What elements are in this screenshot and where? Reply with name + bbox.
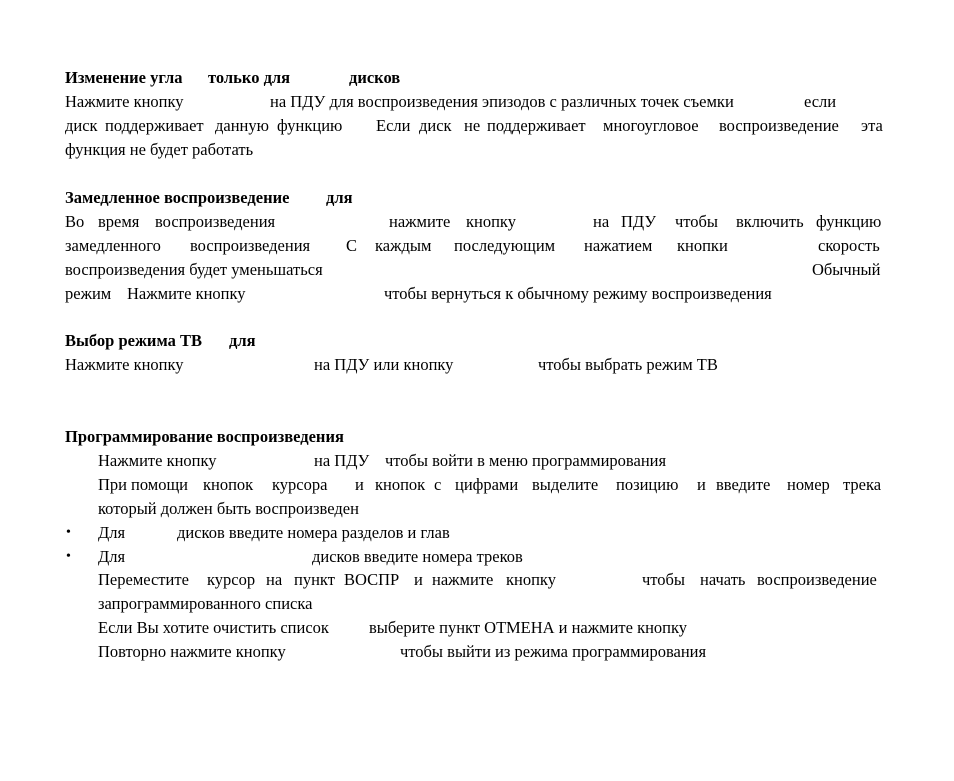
program-step3-w1: курсор	[207, 570, 256, 589]
slow-line1-w0: Во	[65, 212, 85, 231]
slow-line2-w6: кнопки	[677, 236, 728, 255]
program-step5-b: чтобы выйти из режима программирования	[400, 642, 707, 661]
angle-line2-w9: воспроизведение	[719, 116, 839, 135]
angle-line2-w0: диск	[65, 116, 98, 135]
slow-line1-w9: функцию	[816, 212, 882, 231]
program-step5-a: Повторно нажмите кнопку	[98, 642, 286, 661]
bullet-2: •	[66, 549, 71, 564]
program-step3-w3: пункт	[294, 570, 335, 589]
program-step2-w7: цифрами	[455, 475, 519, 494]
program-bullet2-b: дисков введите номера треков	[312, 547, 523, 566]
angle-line1-c: если	[804, 92, 837, 111]
slow-line2-w4: последующим	[454, 236, 556, 255]
program-step4-a: Если Вы хотите очистить список	[98, 618, 329, 637]
slow-line1-w1: время	[98, 212, 140, 231]
tv-heading-b: для	[229, 331, 256, 350]
angle-line2-w5: диск	[419, 116, 452, 135]
program-step3-line2: запрограммированного списка	[98, 594, 313, 613]
tv-line1-a: Нажмите кнопку	[65, 355, 184, 374]
program-step2-line2: который должен быть воспроизведен	[98, 499, 359, 518]
program-step1-c: чтобы войти в меню программирования	[385, 451, 667, 470]
slow-line2-w3: каждым	[375, 236, 432, 255]
angle-heading-a: Изменение угла	[65, 68, 183, 87]
slow-line2-w1: воспроизведения	[190, 236, 311, 255]
program-step2-w13: трека	[843, 475, 882, 494]
slow-line1-w7: чтобы	[675, 212, 719, 231]
slow-line3-a: воспроизведения будет уменьшаться	[65, 260, 323, 279]
slow-line2-w0: замедленного	[65, 236, 161, 255]
slow-heading-a: Замедленное воспроизведение	[65, 188, 290, 207]
program-step2-w12: номер	[787, 475, 830, 494]
angle-line2-w6: не	[464, 116, 481, 135]
angle-line2-w3: функцию	[277, 116, 343, 135]
slow-line1-w2: воспроизведения	[155, 212, 276, 231]
tv-line1-b: на ПДУ или кнопку	[314, 355, 454, 374]
program-bullet1-a: Для	[98, 523, 126, 542]
angle-line2-w2: данную	[215, 116, 269, 135]
slow-line1-w6: ПДУ	[621, 212, 657, 231]
program-step3-w6: нажмите	[432, 570, 494, 589]
slow-line4-c: чтобы вернуться к обычному режиму воспроизведения	[384, 284, 772, 303]
slow-line2-w2: С	[346, 236, 358, 255]
angle-line2-w4: Если	[376, 116, 411, 135]
angle-line2-w1: поддерживает	[105, 116, 204, 135]
slow-line2-w7: скорость	[818, 236, 880, 255]
slow-line2-w5: нажатием	[584, 236, 653, 255]
program-step2-w0: При	[98, 475, 127, 494]
angle-line2-w10: эта	[861, 116, 883, 135]
program-step2-w4: и	[355, 475, 364, 494]
tv-heading-a: Выбор режима ТВ	[65, 331, 202, 350]
program-step4-b: выберите пункт ОТМЕНА и нажмите кнопку	[369, 618, 688, 637]
program-step2-w1: помощи	[131, 475, 188, 494]
program-step2-w8: выделите	[532, 475, 599, 494]
angle-line1-a: Нажмите кнопку	[65, 92, 184, 111]
angle-line2-w8: многоугловое	[603, 116, 699, 135]
angle-line2-w7: поддерживает	[487, 116, 586, 135]
program-step2-w5: кнопок	[375, 475, 426, 494]
angle-heading-b: только для	[208, 68, 291, 87]
program-step1-b: на ПДУ	[314, 451, 370, 470]
slow-line1-w4: кнопку	[466, 212, 516, 231]
program-step2-w9: позицию	[616, 475, 679, 494]
slow-line1-w3: нажмите	[389, 212, 451, 231]
program-heading: Программирование воспроизведения	[65, 427, 344, 446]
tv-line1-c: чтобы выбрать режим ТВ	[538, 355, 718, 374]
angle-heading-c: дисков	[349, 68, 401, 87]
program-step3-w0: Переместите	[98, 570, 189, 589]
program-step2-w11: введите	[716, 475, 771, 494]
program-step2-w6: с	[434, 475, 442, 494]
program-step2-w10: и	[697, 475, 706, 494]
program-step3-w7: кнопку	[506, 570, 556, 589]
slow-line4-a: режим	[65, 284, 112, 303]
bullet-1: •	[66, 525, 71, 540]
program-bullet1-b: дисков введите номера разделов и глав	[177, 523, 450, 542]
slow-heading-b: для	[326, 188, 353, 207]
program-step3-w5: и	[414, 570, 423, 589]
program-step3-w4: ВОСПР	[344, 570, 400, 589]
program-step3-w10: воспроизведение	[757, 570, 877, 589]
program-step3-w2: на	[266, 570, 283, 589]
program-bullet2-a: Для	[98, 547, 126, 566]
slow-line4-b: Нажмите кнопку	[127, 284, 246, 303]
slow-line1-w5: на	[593, 212, 610, 231]
angle-line3: функция не будет работать	[65, 140, 254, 159]
angle-line1-b: на ПДУ для воспроизведения эпизодов с различных точек съемки	[270, 92, 734, 111]
program-step2-w3: курсора	[272, 475, 328, 494]
program-step2-w2: кнопок	[203, 475, 254, 494]
program-step1-a: Нажмите кнопку	[98, 451, 217, 470]
program-step3-w8: чтобы	[642, 570, 686, 589]
slow-line1-w8: включить	[736, 212, 804, 231]
program-step3-w9: начать	[700, 570, 746, 589]
slow-line3-b: Обычный	[812, 260, 881, 279]
